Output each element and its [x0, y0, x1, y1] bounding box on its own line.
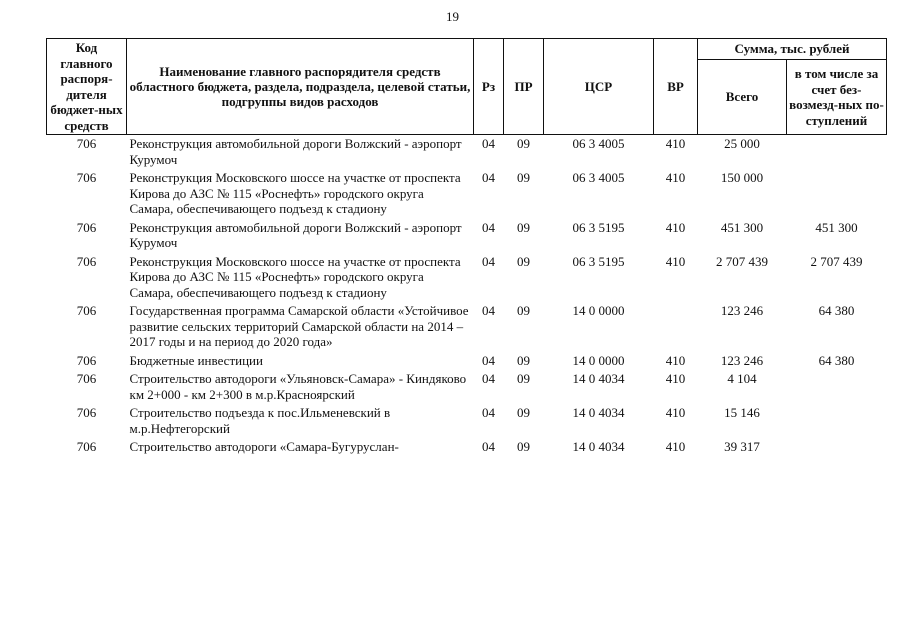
table-row — [47, 219, 887, 253]
cell-grat — [787, 135, 887, 170]
table-row — [47, 438, 887, 457]
cell-rz: 04 — [482, 253, 495, 269]
table-row — [47, 352, 887, 371]
header-name: Наименование главного распорядителя средств областного бюджета, раздела, подраздела, целевой статьи, подгруппы видов расходов — [127, 39, 474, 135]
table-row — [47, 370, 887, 404]
cell-total: 2 707 439 — [716, 253, 768, 269]
header-csr: ЦСР — [544, 39, 654, 135]
cell-grat: 64 380 — [818, 303, 855, 318]
cell-rz: 04 — [482, 439, 495, 454]
cell-vr: 410 — [665, 170, 686, 185]
cell-code: 706 — [76, 439, 97, 454]
cell-name: Реконструкция автомобильной дороги Волжский - аэропорт Курумоч — [129, 219, 462, 250]
budget-table — [46, 38, 887, 457]
cell-pr: 09 — [517, 170, 530, 185]
cell-total: 123 246 — [720, 303, 764, 318]
cell-vr: 410 — [665, 136, 686, 151]
table-row — [47, 169, 887, 219]
header-vr: ВР — [654, 39, 698, 135]
cell-pr: 09 — [517, 303, 530, 318]
table-row — [47, 404, 887, 438]
cell-csr: 06 3 4005 — [572, 136, 625, 151]
cell-csr: 14 0 4034 — [572, 371, 625, 386]
cell-rz: 04 — [482, 303, 495, 318]
cell-grat: 451 300 — [815, 219, 858, 235]
cell-code: 706 — [76, 253, 97, 269]
cell-name: Бюджетные инвестиции — [129, 352, 263, 368]
cell-code: 706 — [76, 170, 97, 185]
table-row — [47, 253, 887, 303]
cell-code: 706 — [76, 352, 97, 368]
cell-code: 706 — [76, 219, 97, 235]
cell-csr: 06 3 5195 — [572, 219, 625, 235]
cell-vr — [654, 302, 698, 352]
cell-grat — [787, 370, 887, 404]
cell-csr: 14 0 4034 — [572, 439, 625, 454]
cell-name: Реконструкция автомобильной дороги Волжский - аэропорт Курумоч — [129, 136, 462, 167]
cell-name: Государственная программа Самарской области «Устойчивое развитие сельских территорий Самарской области на 2014 – 2017 годы и на период до 2020 года» — [129, 303, 469, 349]
cell-total: 123 246 — [720, 352, 764, 368]
header-total: Всего — [698, 60, 787, 135]
cell-grat — [787, 438, 887, 457]
header-pr: ПР — [504, 39, 544, 135]
cell-vr: 410 — [665, 253, 686, 269]
table-header — [47, 39, 887, 135]
cell-total: 451 300 — [720, 219, 764, 235]
table-row — [47, 302, 887, 352]
cell-pr: 09 — [517, 371, 530, 386]
cell-name: Реконструкция Московского шоссе на участке от проспекта Кирова до АЗС № 115 «Роснефть» городского округа Самара, обеспечивающего подъезд к стадиону — [129, 170, 461, 216]
cell-pr: 09 — [517, 352, 530, 368]
cell-csr: 14 0 0000 — [572, 303, 625, 318]
cell-total: 39 317 — [724, 439, 760, 454]
cell-code: 706 — [76, 303, 97, 318]
cell-vr: 410 — [665, 352, 686, 368]
cell-rz: 04 — [482, 136, 495, 151]
cell-csr: 06 3 5195 — [572, 253, 625, 269]
cell-name: Строительство автодороги «Самара-Бугуруслан- — [129, 439, 399, 454]
cell-code: 706 — [76, 405, 97, 420]
cell-rz: 04 — [482, 170, 495, 185]
cell-vr: 410 — [665, 219, 686, 235]
header-code: Код главного распоря-дителя бюджет-ных средств — [47, 39, 127, 135]
cell-code: 706 — [76, 136, 97, 151]
cell-rz: 04 — [482, 352, 495, 368]
cell-total: 150 000 — [720, 170, 764, 185]
cell-vr: 410 — [665, 439, 686, 454]
header-grat: в том числе за счет без-возмезд-ных по-ступлений — [787, 60, 887, 135]
cell-csr: 14 0 4034 — [572, 405, 625, 420]
cell-grat: 2 707 439 — [810, 253, 863, 269]
cell-pr: 09 — [517, 136, 530, 151]
cell-code: 706 — [76, 371, 97, 386]
cell-rz: 04 — [482, 405, 495, 420]
cell-pr: 09 — [517, 219, 530, 235]
cell-vr: 410 — [665, 371, 686, 386]
header-sum: Сумма, тыс. рублей — [698, 39, 887, 60]
cell-grat — [787, 169, 887, 219]
cell-pr: 09 — [517, 253, 530, 269]
cell-csr: 14 0 0000 — [572, 352, 625, 368]
cell-vr: 410 — [665, 405, 686, 420]
cell-name: Реконструкция Московского шоссе на участке от проспекта Кирова до АЗС № 115 «Роснефть» городского округа Самара, обеспечивающего подъезд к стадиону — [129, 253, 461, 300]
page-number: 19 — [446, 9, 459, 24]
cell-pr: 09 — [517, 439, 530, 454]
cell-rz: 04 — [482, 371, 495, 386]
cell-csr: 06 3 4005 — [572, 170, 625, 185]
table-body — [47, 135, 887, 457]
cell-name: Строительство подъезда к пос.Ильменевский в м.р.Нефтегорский — [129, 405, 391, 436]
cell-pr: 09 — [517, 405, 530, 420]
cell-total: 15 146 — [724, 405, 760, 420]
cell-total: 4 104 — [727, 371, 757, 386]
cell-total: 25 000 — [724, 136, 760, 151]
cell-name: Строительство автодороги «Ульяновск-Самара» - Киндяково км 2+000 - км 2+300 в м.р.Красноярский — [129, 371, 467, 402]
cell-rz: 04 — [482, 219, 495, 235]
table-row — [47, 135, 887, 170]
cell-grat — [787, 404, 887, 438]
header-rz: Рз — [474, 39, 504, 135]
cell-grat: 64 380 — [818, 352, 855, 368]
